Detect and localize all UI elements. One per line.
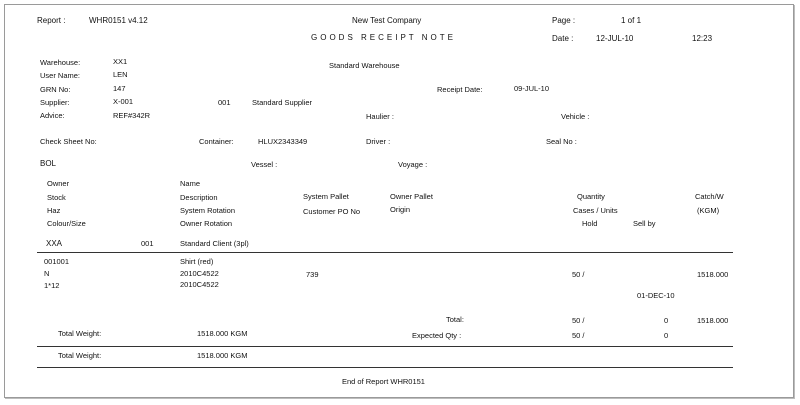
vehicle-label: Vehicle : [561, 112, 590, 121]
grn-label: GRN No: [40, 85, 71, 94]
line-system-rotation: 2010C4522 [180, 269, 219, 278]
seal-label: Seal No : [546, 137, 577, 146]
expected-quantity: 50 / [572, 331, 585, 340]
col-sell-by: Sell by [633, 219, 656, 228]
col-owner: Owner [47, 179, 70, 188]
voyage-label: Voyage : [398, 160, 428, 169]
report-time: 12:23 [692, 34, 713, 43]
expected-hold: 0 [664, 331, 669, 340]
col-owner-rotation: Owner Rotation [180, 219, 233, 228]
total-weight-label: Total Weight: [58, 329, 102, 338]
report-date: 12-JUL-10 [596, 34, 634, 43]
footer-divider [37, 367, 733, 368]
total-quantity: 50 / [572, 316, 585, 325]
owner-divider [37, 252, 733, 253]
owner-name: Standard Client (3pl) [180, 239, 249, 248]
line-haz: N [44, 269, 50, 278]
line-catch-weight: 1518.000 [697, 270, 729, 279]
col-colour-size: Colour/Size [47, 219, 86, 228]
col-owner-pallet: Owner Pallet [390, 192, 433, 201]
col-catch-weight: Catch/W [695, 192, 724, 201]
expected-qty-label: Expected Qty : [412, 331, 462, 340]
advice-label: Advice: [40, 111, 65, 120]
line-owner-rotation: 2010C4522 [180, 280, 219, 289]
supplier-label: Supplier: [40, 98, 70, 107]
receipt-date-value: 09-JUL-10 [514, 84, 550, 93]
line-sell-by: 01-DEC-10 [637, 291, 675, 300]
advice-value: REF#342R [113, 111, 151, 120]
line-description: Shirt (red) [180, 257, 214, 266]
container-label: Container: [199, 137, 234, 146]
supplier-code: X-001 [113, 97, 134, 106]
line-system-pallet: 739 [306, 270, 319, 279]
supplier-number: 001 [218, 98, 231, 107]
col-stock: Stock [47, 193, 66, 202]
page-number: 1 of 1 [621, 16, 642, 25]
warehouse-code: XX1 [113, 57, 128, 66]
total-weight-value: 1518.000 KGM [197, 329, 248, 338]
warehouse-name: Standard Warehouse [329, 61, 400, 70]
total-catch-weight: 1518.000 [697, 316, 729, 325]
check-sheet-label: Check Sheet No: [40, 137, 97, 146]
line-colour-size: 1*12 [44, 281, 60, 290]
col-kgm: (KGM) [697, 206, 720, 215]
col-quantity: Quantity [577, 192, 605, 201]
document-title: GOODS RECEIPT NOTE [311, 33, 456, 42]
line-stock: 001001 [44, 257, 70, 266]
user-name-label: User Name: [40, 71, 81, 80]
page-label: Page : [552, 16, 576, 25]
line-quantity: 50 / [572, 270, 585, 279]
driver-label: Driver : [366, 137, 391, 146]
warehouse-label: Warehouse: [40, 58, 81, 67]
col-customer-po: Customer PO No [303, 207, 361, 216]
date-label: Date : [552, 34, 574, 43]
container-value: HLUX2343349 [258, 137, 308, 146]
col-system-pallet: System Pallet [303, 192, 349, 201]
col-origin: Origin [390, 205, 411, 214]
total-label: Total: [446, 315, 464, 324]
grand-total-weight-value: 1518.000 KGM [197, 351, 248, 360]
col-name: Name [180, 179, 201, 188]
col-haz: Haz [47, 206, 61, 215]
company-name: New Test Company [352, 16, 422, 25]
totals-divider [37, 346, 733, 347]
supplier-name: Standard Supplier [252, 98, 313, 107]
end-of-report: End of Report WHR0151 [342, 377, 425, 386]
total-hold: 0 [664, 316, 669, 325]
report-label: Report : [37, 16, 66, 25]
haulier-label: Haulier : [366, 112, 394, 121]
col-system-rotation: System Rotation [180, 206, 236, 215]
vessel-label: Vessel : [251, 160, 278, 169]
col-description: Description [180, 193, 218, 202]
grand-total-weight-label: Total Weight: [58, 351, 102, 360]
owner-number: 001 [141, 239, 154, 248]
receipt-date-label: Receipt Date: [437, 85, 483, 94]
col-hold: Hold [582, 219, 598, 228]
user-name-value: LEN [113, 70, 128, 79]
col-cases-units: Cases / Units [573, 206, 618, 215]
bol-label: BOL [40, 159, 57, 168]
grn-value: 147 [113, 84, 126, 93]
owner-code: XXA [46, 239, 63, 248]
report-id: WHR0151 v4.12 [89, 16, 148, 25]
